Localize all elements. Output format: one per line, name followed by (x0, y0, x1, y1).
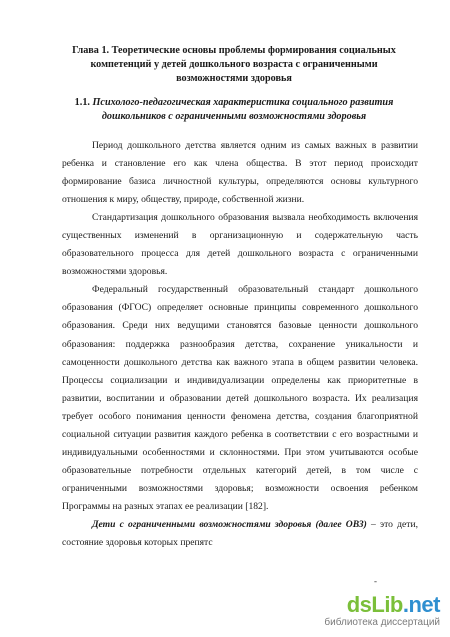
chapter-title: Глава 1. Теоретические основы проблемы формирования социальных компетенций у детей дошкольного возраста с ограниченными возможностями здоровья (72, 45, 396, 84)
section-title (60, 96, 408, 124)
section-number: 1.1. (74, 97, 90, 108)
paragraph-1: Период дошкольного детства является одним из самых важных в развитии ребенка и становление его как члена общества. В этот период происходит формирование базиса личностной культуры, определяются основы культурного отношения к миру, обществу, природе, собственной жизни. (62, 140, 418, 206)
dslib-watermark (290, 593, 440, 633)
dslib-logo: dsLib.net (346, 592, 440, 617)
paragraph-2: Стандартизация дошкольного образования вызвала необходимость включения существенных изменений в организационную и содержательную часть образовательного процесса для детей дошкольного возраста с ограниченными возможностями здоровья. (62, 212, 418, 278)
page-mark: - (374, 576, 377, 586)
paragraph-3: Федеральный государственный образовательный стандарт дошкольного образования (ФГОС) определяет основные принципы современного дошкольного образования. Среди них ведущими становятся базовые ценности дошкольного образования: поддержка разнообразия детства, сохранение уникальности и самоценности дошкольного детства как важного этапа в общем развитии человека. Процессы социализации и индивидуализации определены как приоритетные в развитии, воспитании и образовании детей дошкольного возраста. Их реализация требует особого понимания ценности феномена детства, создания благоприятной социальной ситуации развития каждого ребенка в соответствии с его возрастными и индивидуальными особенностями и склонностями. При этом учитываются особые образовательные потребности отдельных категорий детей, в том числе с ограниченными возможностями здоровья; возможности освоения ребенком Программы на разных этапах ее реализации [182]. (62, 284, 418, 512)
section-heading: Психолого-педагогическая характеристика социального развития дошкольников с ограниченными возможностями здоровья (92, 97, 394, 122)
ovz-definition-text: – это дети, состояние здоровья которых препятс (62, 518, 418, 549)
paragraph-4 (62, 516, 418, 552)
dslib-subtitle: библиотека диссертаций (324, 617, 440, 628)
ovz-definition-term: Дети с ограниченными возможностями здоровья (далее ОВЗ) (92, 518, 367, 530)
body-text (62, 137, 418, 552)
